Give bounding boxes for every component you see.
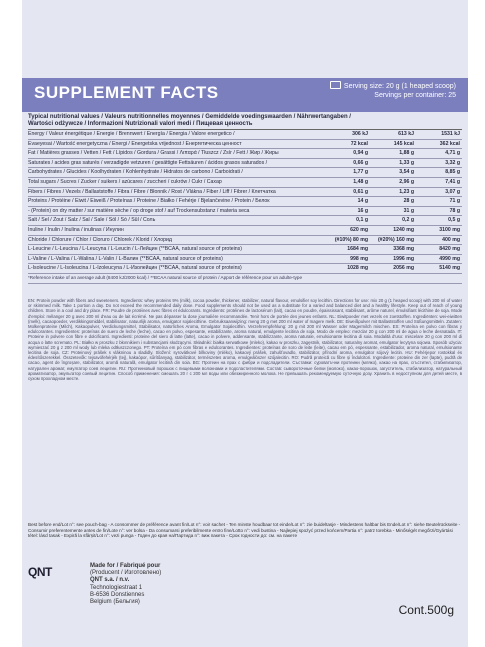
table-row (28, 207, 462, 217)
supplement-facts-band (22, 78, 468, 112)
table-row (28, 245, 462, 255)
nutrient-value: 4990 mg (439, 255, 460, 262)
made-for-label: Made for / Fabriqué pour (90, 563, 161, 569)
brand-logo (28, 563, 88, 579)
country: Belgium (Бельгия) (90, 599, 140, 606)
company-name: QNT s.a. / n.v. (90, 577, 130, 584)
nutrient-value: 1996 mg (393, 255, 414, 262)
address-line: Technologiestraat 1 (90, 584, 143, 591)
nutrient-value: 3368 mg (393, 246, 414, 253)
nutrient-value: 7,41 g (445, 178, 460, 185)
net-weight: Cont.500g (398, 603, 454, 617)
nutrient-label: Energy / Valeur énergétique / Energie / Brennwert / Energía / Energia / Valore energetico / (28, 131, 235, 137)
nutrient-value: 0,1 g (356, 217, 368, 224)
nutrient-value: 1240 mg (393, 226, 414, 233)
table-row (28, 264, 462, 274)
nutrient-label: Carbohydrates / Glucides / Koolhydraten / Kohlenhydrate / Hidratos de carbono / Carboidrati / (28, 169, 243, 176)
table-row (28, 178, 462, 188)
nutrient-value: 2,96 g (399, 178, 414, 185)
nutrient-value: 0,66 g (353, 159, 368, 166)
nutrient-label: L-Valine / L-Valina / L-Walina / L-Valin / L-Валин (**BCAA, natural source of proteins) (28, 255, 223, 262)
table-row (28, 226, 462, 236)
nutrient-value: 72 kcal (350, 140, 368, 147)
table-row (28, 188, 462, 198)
nutrient-value: (#20%) 160 mg (377, 236, 414, 243)
nutrient-value: 14 g (357, 198, 368, 205)
nutrient-value: 3,32 g (445, 159, 460, 166)
nutrient-label: L-Leucine / L-Leucina / L-Leucyna / L-Leucin / L-Лейцин (**BCAA, natural source of proteins) (28, 246, 242, 253)
nutrient-value: 1028 mg (347, 265, 368, 272)
nutrient-label: Evaeyesai / Wartość energetyczna / Energi / Energetska vrijednost / Енергетическа ценност (28, 140, 242, 147)
table-header-line: Typical nutritional values / Valeurs nutritionnelles moyennes / Gemiddelde voedingswaarden / Nährwertangaben / (28, 114, 351, 120)
supplement-facts-title: SUPPLEMENT FACTS (34, 83, 219, 102)
servings-per-container: Servings per container: 25 (374, 92, 456, 99)
nutrient-value: 2056 mg (393, 265, 414, 272)
nutrient-value: 28 g (403, 198, 414, 205)
nutrient-value: 8,85 g (445, 169, 460, 176)
nutrient-label: Fibers / Fibres / Vezels / Ballaststoffe / Fibra / Fibre / Błonnik / Rost / Vlákna / Fiber / Liff / Fibrer / Клетчатка (28, 188, 276, 195)
table-row (28, 255, 462, 265)
table-row (28, 197, 462, 207)
table-header-line: Wartości odżywcze / Informazioni Nutrizionali valori medi / Пищевая ценность (28, 121, 253, 127)
nutrient-value: 3100 mg (439, 226, 460, 233)
table-rows (28, 130, 462, 274)
nutrient-value: 1,33 g (399, 159, 414, 166)
table-row (28, 159, 462, 169)
nutrient-value: 5140 mg (439, 265, 460, 272)
nutrient-label: Total sugars / Sucres / Zucker / suikers / azúcares / zuccheri / cukrów / Cukr / Сахар (28, 178, 222, 185)
nutrient-value: 362 kcal (439, 140, 460, 147)
table-row (28, 130, 462, 140)
nutrient-value: 1684 mg (347, 246, 368, 253)
nutrient-value: 0,2 g (402, 217, 414, 224)
serving-info (330, 81, 456, 100)
nutrient-value: 71 g (449, 198, 460, 205)
table-row (28, 149, 462, 159)
table-row (28, 168, 462, 178)
nutrient-value: 0,5 g (448, 217, 460, 224)
nutrient-label: Proteins / Protéine / Eiwit / Eiweiß / Proteínas / Proteine / Białko / Fehérje / Bjelančevine / Protein / Белок (28, 198, 270, 205)
nutrient-label: Chloride / Chlorure / Chlor / Cloruro / Chlorek / Klorid / Хлорид (28, 236, 172, 243)
scoop-icon (330, 81, 341, 89)
nutrient-label: - (Protein) on dry matter / sur matière sèche / op droge stof / auf Trockensubstanz / materia seca (28, 207, 250, 214)
nutrient-value: 1531 kJ (441, 131, 460, 137)
nutrient-value: 31 g (403, 207, 414, 214)
nutrient-value: 306 kJ (352, 131, 368, 137)
multilingual-description: EN: Protein powder with fibers and sweeteners. Ingredients: whey proteins 9% (milk), cocoa powder, thickener, stabilizer, natural flavour, emulsifier soy lecithin. Directions for use: mix 20 g (1 heaped scoop) with 200 ml of water or skimmed milk. Take 1 portion a day. Do not exceed the recommended daily dose. Food supplements should not be used as a substitute for a varied and balanced diet and a healthy lifestyle. Keep out of reach of young children. Store in a cool and dry place. FR: Poudre de protéines avec fibres et édulcorants. Ingrédients: protéines de lactosérum (lait), cacao en poudre, épaississant, stabilisant, arôme naturel, émulsifiant lécithine de soja. Mode d'emploi: mélanger 20 g avec 200 ml d'eau ou de lait écrémé. Ne pas dépasser la dose journalière recommandée. Tenir hors de portée des jeunes enfants. NL: Eiwitpoeder met vezels en zoetstoffen. Ingrediënten: wei-eiwitten (melk), cacaopoeder, verdikkingsmiddel, stabilisator, natuurlijk aroma, emulgator sojalecithine. Gebruiksaanwijzing: meng 20 g met 200 ml water of magere melk. DE: Eiweißpulver mit Ballaststoffen und Süßungsmitteln. Zutaten: Molkenproteine (Milch), Kakaopulver, Verdickungsmittel, Stabilisator, natürliches Aroma, Emulgator Sojalecithin. Verzehrempfehlung: 20 g mit 200 ml Wasser oder Magermilch mischen. ES: Proteína en polvo con fibras y edulcorantes. Ingredientes: proteínas de suero de leche (leche), cacao en polvo, espesante, estabilizante, aroma natural, emulgente lecitina de soja. Modo de empleo: mezclar 20 g con 200 ml de agua o leche desnatada. IT: Proteine in polvere con fibre e dolcificanti. Ingredienti: proteine del siero di latte (latte), cacao in polvere, addensante, stabilizzante, aroma naturale, emulsionante lecitina di soia. Modalità d'uso: miscelare 20 g con 200 ml di acqua o latte scremato. PL: Białko w proszku z błonnikiem i substancjami słodzącymi. Składniki: białka serwatkowe (mleko), kakao w proszku, zagęstnik, stabilizator, naturalny aromat, emulgator lecytyna sojowa. Sposób użycia: wymieszać 20 g z 200 ml wody lub mleka odtłuszczonego. PT: Proteína em pó com fibras e edulcorantes. Ingredientes: proteínas de soro de leite (leite), cacau em pó, espessante, estabilizador, aroma natural, emulsionante lecitina de soja. CZ: Proteinový prášek s vlákninou a sladidly. Složení: syrovátkové bílkoviny (mléko), kakaový prášek, zahušťovadlo, stabilizátor, přírodní aroma, emulgátor sójový lecitin. HU: Fehérjepor rostokkal és édesítőszerekkel. Összetevők: tejsavófehérjék (tej), kakaópor, sűrítőanyag, stabilizátor, természetes aroma, emulgeálószer szójalecitin. RO: Pudră proteică cu fibre și îndulcitori. Ingrediente: proteine din zer (lapte), pudră de cacao, agent de îngroșare, stabilizator, aromă naturală, emulgator lecitină din soia. BG: Протеин на прах с фибри и подсладители. Съставки: суроватъчни протеини (мляко), какао на прах, сгъстител, стабилизатор, натурален аромат, емулгатор соев лецитин. RU: Протеиновый порошок с пищевыми волокнами и подсластителями. Состав: сывороточные белки (молоко), какао-порошок, загуститель, стабилизатор, натуральный ароматизатор, эмульгатор соевый лецитин. Способ применения: смешать 20 г с 200 мл воды или обезжиренного молока. Не превышать рекомендуемую суточную дозу. Хранить в недоступном для детей месте, в сухом прохладном месте. (28, 298, 462, 382)
nutrient-value: 1,48 g (353, 178, 368, 185)
serving-size: Serving size: 20 g (1 heaped scoop) (343, 83, 456, 90)
nutrient-value: 1,88 g (399, 150, 414, 157)
nutrition-table (28, 113, 462, 284)
nutrient-value: 1,77 g (353, 169, 368, 176)
package-label (22, 0, 468, 647)
nutrient-value: 145 kcal (393, 140, 414, 147)
nutrient-value: 16 g (357, 207, 368, 214)
nutrient-value: 3,07 g (445, 188, 460, 195)
nutrient-value: 78 g (449, 207, 460, 214)
nutrient-label: Salt / Sel / Zout / Salz / Sal / Sale / Sól / Só / Sůl / Соль (28, 217, 156, 224)
nutrient-value: 400 mg (442, 236, 460, 243)
manufacturer-block (90, 563, 161, 606)
table-row (28, 216, 462, 226)
nutrient-value: 1,23 g (399, 188, 414, 195)
best-before-text: Best before end/Lot n°: see pouch-bag - A consommer de préférence avant fin/Lot n°: voir sachet - Ten minste houdbaar tot einde/Lot n°: zie buideltasje - Mindestens haltbar bis Ende/Lot n°: siehe Beutelrückseite - Consumir preferentemente antes de fin/Lote n°: ver bolsa - Da consumarsi preferibilmente entro fine/Lotto n°: vedi bustina - Najlepiej spożyć przed końcem/Partia n°: patrz torebka - Minőségét megőrzi/Gyártási tétel: lásd tasak - Expiră la sfârșit/Lot n°: vezi punga - Годен до края на/Партида n°: виж пакета - Срок годности до: см. на пакете (28, 522, 461, 539)
nutrient-value: 0,94 g (353, 150, 368, 157)
nutrient-label: Saturates / acides gras saturés / verzadigde vetzuren / gesättigte Fettsäuren / ácidos grasos saturados / (28, 159, 268, 166)
nutrient-value: 620 mg (350, 226, 368, 233)
nutrient-label: L-Isoleucine / L-Isoleucina / L-Izoleucyna / L-Изолейцин (**BCAA, natural source of proteins) (28, 265, 242, 272)
nutrient-value: 998 mg (350, 255, 368, 262)
table-row (28, 236, 462, 246)
nutrient-value: 8420 mg (439, 246, 460, 253)
nutrient-value: (#10%) 80 mg (334, 236, 368, 243)
table-row (28, 140, 462, 150)
nutrient-value: 613 kJ (398, 131, 414, 137)
nutrient-value: 3,54 g (399, 169, 414, 176)
nutrient-value: 0,61 g (353, 188, 368, 195)
address-line: B-6536 Donstiennes (90, 591, 145, 598)
producer-label: (Producent / Изготовлено) (90, 570, 162, 577)
nutrient-value: 4,71 g (445, 150, 460, 157)
table-footnote: *Reference intake of an average adult (8400 kJ/2000 kcal) / **BCAA natural source of protein / Apport de référence pour un adulte-type (28, 274, 462, 284)
table-header (28, 113, 462, 130)
nutrient-label: Fat / Matières grasses / Vetten / Fett / Lípidos / Gordura / Grassi / Λιπαρά / Tłuszcz / Zsír / Fett / Жир / Жиры (28, 150, 279, 157)
qnt-logo: QNT (28, 565, 52, 579)
nutrient-label: Inuline / Inulin / Inulina / inulinas / Инулин (28, 226, 124, 233)
